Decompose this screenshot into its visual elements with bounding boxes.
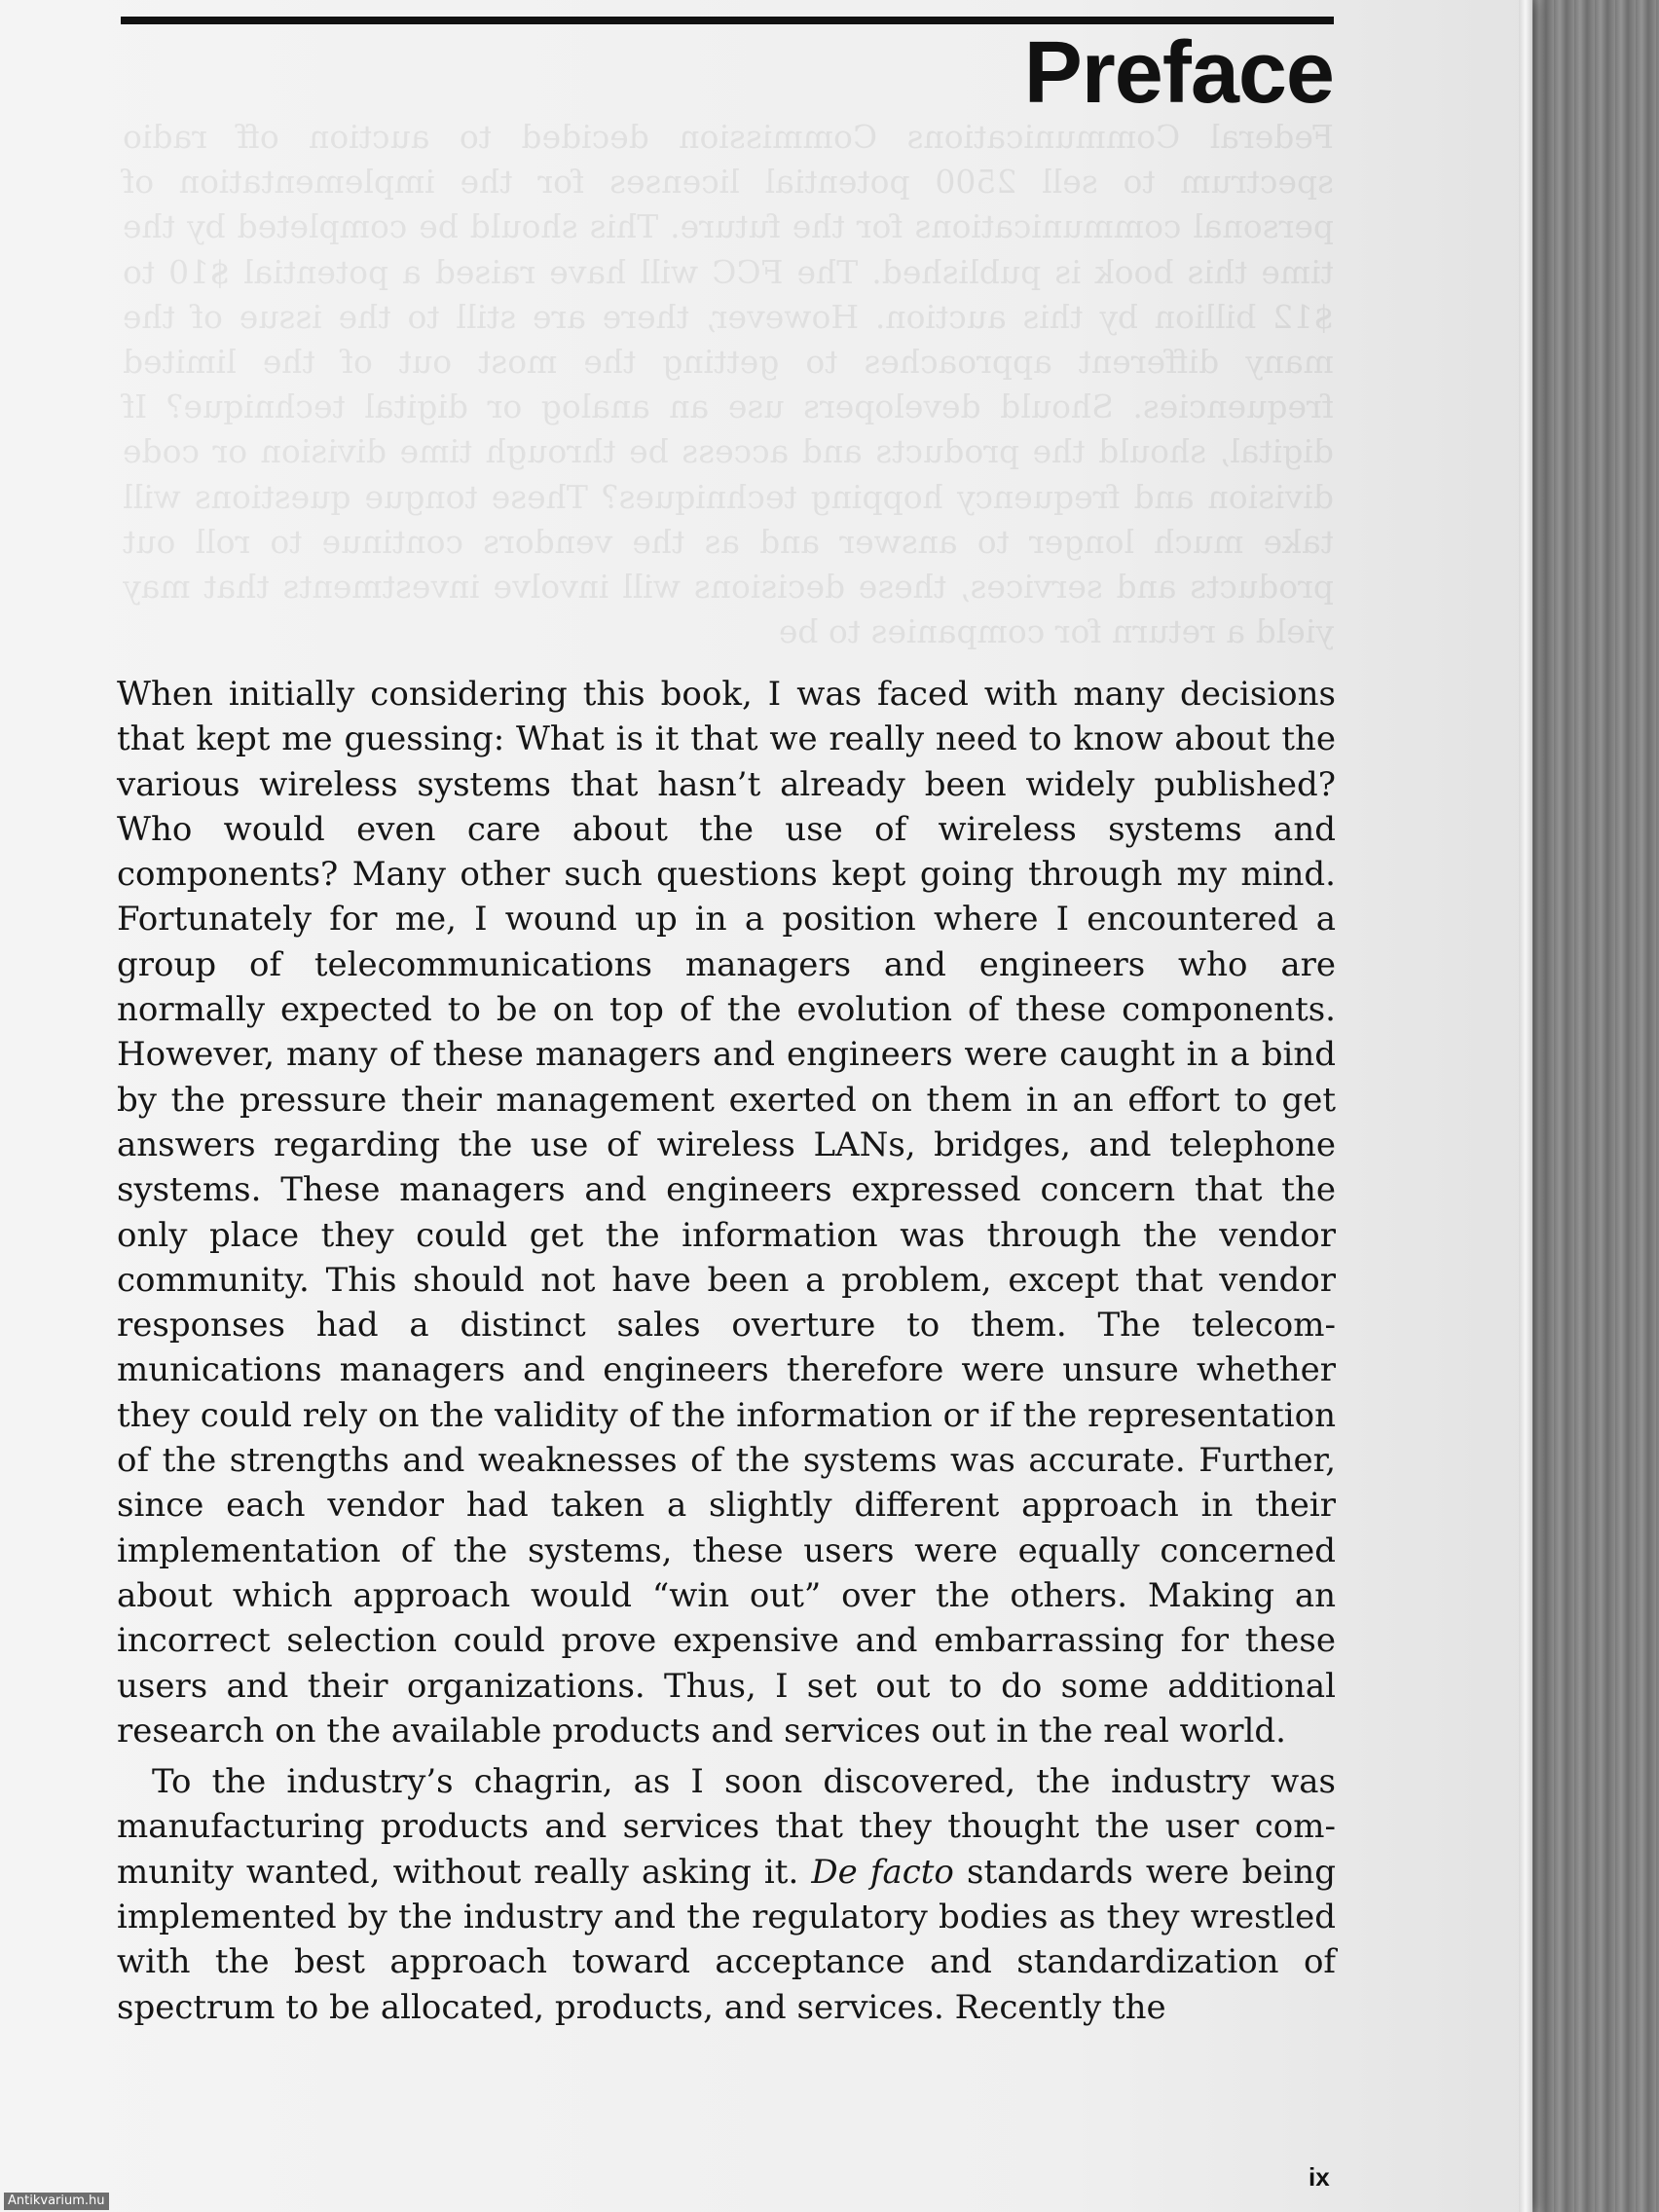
page-edge [1519, 0, 1532, 2212]
show-through-paragraph: Federal Communications Commission decided to auction off radio spectrum to sell 2500 potential licenses for the implementation of personal communications for the future. This should be completed by the time this book is published. The FCC will have raised a potential $10 to $12 billion by this auction. However, there are still to the issue of the many different approaches to getting the most out of the limited frequencies. Should developers use an analog or digital technique? If digital, should the products and access be through time division or code division and frequency hopping techniques? These tongue questions will take much longer to answer and as the vendors continue to roll out products and services, these decisions will involve investments that may yield a return for companies to be [123, 118, 1334, 651]
background-surface [1513, 0, 1659, 2212]
paragraph-2-italic: De facto [811, 1852, 954, 1892]
page-title: Preface [1023, 24, 1334, 122]
watermark: Antikvarium.hu [4, 2193, 109, 2210]
title-rule [121, 17, 1334, 24]
paragraph-2-text-a: To the industry’s chagrin, as I soon discovered, the industry was manufacturing products and services that they thought the user community wanted, without really asking it. [117, 1762, 1336, 1892]
page-number: ix [1309, 2162, 1330, 2192]
paragraph-1: When initially considering this book, I was faced with many decisions that kept me guessing: What is it that we really need to know about the various wireless systems that hasn’t already been widely published? Who would even care about the use of wireless systems and components? Many other such questions kept going through my mind. Fortunately for me, I wound up in a position where I encountered a group of telecommunications managers and engineers who are normally expected to be on top of the evolution of these components. However, many of these managers and engineers were caught in a bind by the pressure their management exerted on them in an effort to get answers regarding the use of wireless LANs, bridges, and telephone systems. These managers and engineers expressed concern that the only place they could get the information was through the vendor community. This should not have been a problem, except that vendor responses had a distinct sales overture to them. The telecommunications managers and engineers therefore were unsure whether they could rely on the validity of the information or if the representation of the strengths and weaknesses of the systems was accurate. Further, since each vendor had taken a slightly different approach in their implementation of the systems, these users were equally concerned about which approach would “win out” over the others. Making an incorrect selection could prove expensive and embarrassing for these users and their organizations. Thus, I set out to do some additional research on the available products and services out in the real world. [117, 675, 1336, 1751]
paragraph-2 [117, 1759, 1336, 2030]
show-through-text [123, 115, 1334, 654]
paragraph-2-text-b: standards were being implemented by the industry and the regulatory bodies as they wrestled with the best approach toward acceptance and standardization of spectrum to be allocated, products, and services. Recently the [117, 1852, 1337, 2027]
body-text [117, 672, 1336, 2030]
